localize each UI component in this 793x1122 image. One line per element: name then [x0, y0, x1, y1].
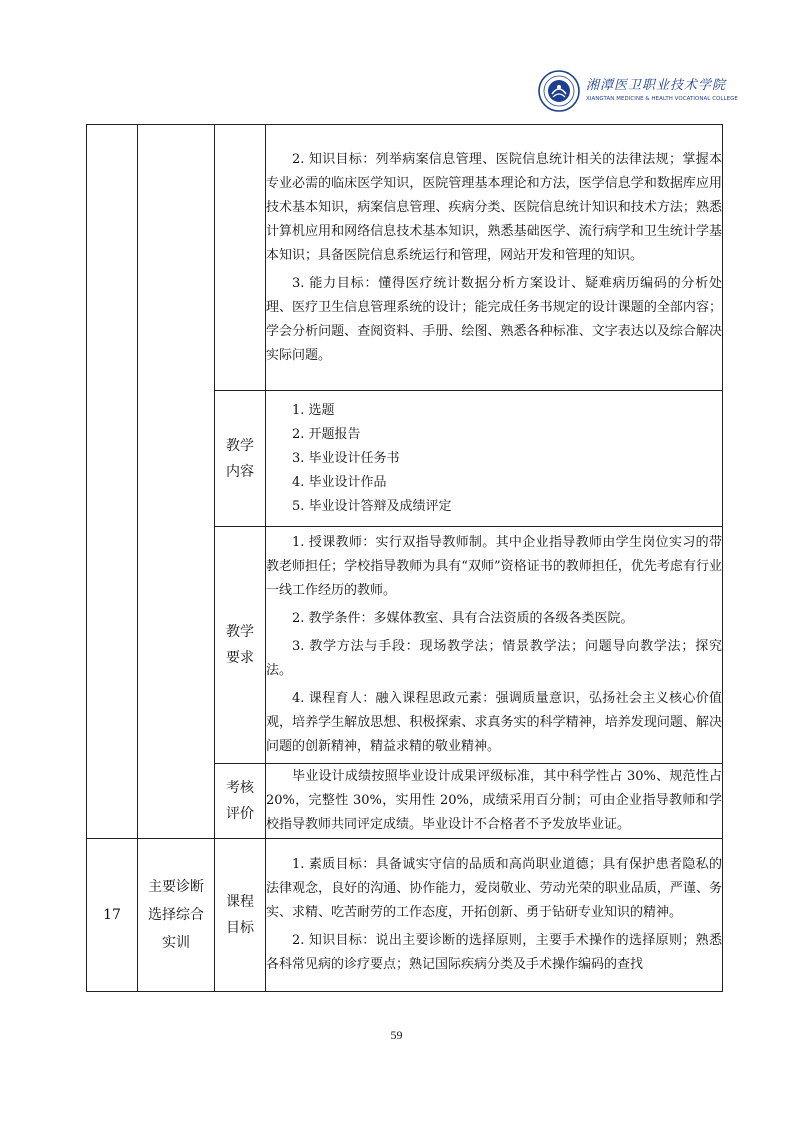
table-row [87, 125, 723, 391]
table-row [87, 839, 723, 992]
teaching-content-list [266, 391, 723, 527]
list-item: 3. 毕业设计任务书 [292, 450, 400, 466]
assessment-text [266, 764, 723, 839]
section-label-teaching-requirements: 教学 要求 [215, 527, 266, 764]
page-number: 59 [390, 1028, 403, 1042]
curriculum-table [86, 124, 723, 992]
section-label-cell [215, 125, 266, 391]
list-item: 2. 开题报告 [292, 426, 361, 442]
course-number: 17 [87, 839, 138, 992]
course-objectives-text [266, 839, 723, 992]
course-number-cell [87, 125, 138, 839]
list-item: 4. 毕业设计作品 [292, 474, 387, 490]
college-logo [538, 70, 738, 116]
requirement-paragraph: 4. 课程育人：融入课程思政元素：强调质量意识，弘扬社会主义核心价值观，培养学生解放思想、积极探索、求真务实的科学精神，培养发现问题、解决问题的创新精神，精益求精的敬业精神。 [266, 691, 722, 754]
course-objectives-continued [266, 125, 723, 391]
section-label-course-objectives: 课程 目标 [215, 839, 266, 992]
section-label-assessment: 考核 评价 [215, 764, 266, 839]
section-label-teaching-content: 教学 内容 [215, 391, 266, 527]
assessment-paragraph: 毕业设计成绩按照毕业设计成果评级标准，其中科学性占 30%、规范性占 20%，完整性 30%，实用性 20%，成绩采用百分制；可由企业指导教师和学校指导教师共同评定成绩。毕业设计不合格者不予发放毕业证。 [266, 769, 722, 832]
requirement-paragraph: 1. 授课教师：实行双指导教师制。其中企业指导教师由学生岗位实习的带教老师担任；学校指导教师为具有“双师”资格证书的教师担任，优先考虑有行业一线工作经历的教师。 [266, 535, 722, 598]
teaching-requirements-text [266, 527, 723, 764]
college-emblem-icon [538, 70, 580, 112]
objective-paragraph: 1. 素质目标：具备诚实守信的品质和高尚职业道德；具有保护患者隐私的法律观念，良好的沟通、协作能力，爱岗敬业、劳动光荣的职业品质，严谨、务实、求精、吃苦耐劳的工作态度，开拓创新、勇于钻研专业知识的精神。 [266, 857, 722, 920]
objective-paragraph: 2. 知识目标：说出主要诊断的选择原则，主要手术操作的选择原则；熟悉各科常见病的诊疗要点；熟记国际疾病分类及手术操作编码的查找 [266, 933, 722, 972]
list-item: 5. 毕业设计答辩及成绩评定 [292, 498, 452, 514]
objective-paragraph: 2. 知识目标：列举病案信息管理、医院信息统计相关的法律法规；掌握本专业必需的临床医学知识，医院管理基本理论和方法，医学信息学和数据库应用技术基本知识，病案信息管理、疾病分类、医院信息统计知识和技术方法；熟悉计算机应用和网络信息技术基本知识，熟悉基础医学、流行病学和卫生统计学基本知识；具备医院信息系统运行和管理，网站开发和管理的知识。 [266, 151, 722, 263]
college-name-cn: 湘潭医卫职业技术学院 [586, 78, 727, 93]
requirement-paragraph: 2. 教学条件：多媒体教室、具有合法资质的各级各类医院。 [292, 611, 634, 626]
requirement-paragraph: 3. 教学方法与手段：现场教学法；情景教学法；问题导向教学法；探究法。 [266, 639, 722, 678]
course-name: 主要诊断 选择综合 实训 [138, 839, 215, 992]
course-name-cell [138, 125, 215, 839]
objective-paragraph: 3. 能力目标：懂得医疗统计数据分析方案设计、疑难病历编码的分析处理、医疗卫生信息管理系统的设计；能完成任务书规定的设计课题的全部内容；学会分析问题、查阅资料、手册、绘图、熟悉各种标准、文字表达以及综合解决实际问题。 [266, 275, 722, 363]
college-name-en: XIANGTAN MEDICINE & HEALTH VOCATIONAL COLLEGE [586, 96, 738, 102]
list-item: 1. 选题 [292, 402, 335, 418]
